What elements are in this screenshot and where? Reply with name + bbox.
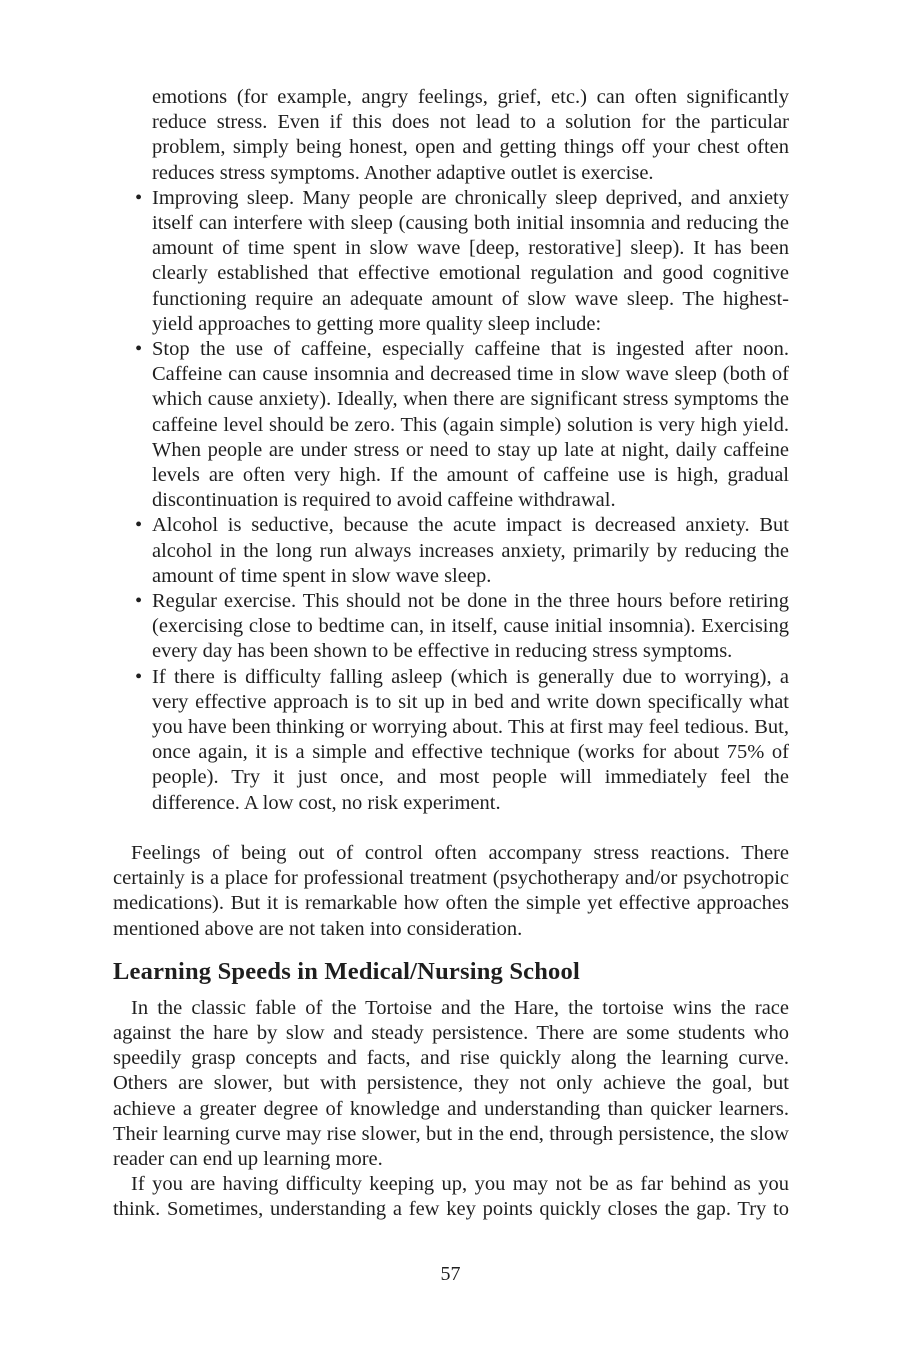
- bullet-item: [113, 665, 789, 816]
- bullet-icon: •: [135, 338, 143, 361]
- bullet-text: Improving sleep. Many people are chronically sleep deprived, and anxiety itself can interfere with sleep (causing both initial insomnia and reducing the amount of time spent in slow wave [deep, restorative] sleep). It has been clearly established that effective emotional regulation and good cognitive functioning require an adequate amount of slow wave sleep. The highest-yield approaches to getting more quality sleep include:: [152, 186, 789, 335]
- bullet-item: [113, 513, 789, 589]
- section-paragraph: If you are having difficulty keeping up, you may not be as far behind as you think. Sometimes, understanding a few key points quickly closes the gap. Try to: [113, 1173, 789, 1221]
- page-number: 57: [440, 1263, 461, 1285]
- bullet-item: [113, 589, 789, 665]
- section-paragraph: In the classic fable of the Tortoise and the Hare, the tortoise wins the race against the hare by slow and steady persistence. There are some students who speedily grasp concepts and facts, and rise quickly along the learning curve. Others are slower, but with persistence, they not only achieve the goal, but achieve a greater degree of knowledge and understanding than quicker learners. Their learning curve may rise slower, but in the end, through persistence, the slow reader can end up learning more.: [113, 996, 789, 1170]
- bullet-text: If there is difficulty falling asleep (which is generally due to worrying), a very effective approach is to sit up in bed and write down specifically what you have been thinking or worrying about. This at first may feel tedious. But, once again, it is a simple and effective technique (works for about 75% of people). Try it just once, and most people will immediately feel the difference. A low cost, no risk experiment.: [152, 665, 789, 814]
- bullet-text: Stop the use of caffeine, especially caffeine that is ingested after noon. Caffeine can cause insomnia and decreased time in slow wave sleep (both of which cause anxiety). Ideally, when there are significant stress symptoms the caffeine level should be zero. This (again simple) solution is very high yield. When people are under stress or need to stay up late at night, daily caffeine levels are often very high. If the amount of caffeine use is high, gradual discontinuation is required to avoid caffeine withdrawal.: [152, 338, 789, 512]
- section-heading: Learning Speeds in Medical/Nursing School: [113, 957, 580, 985]
- closing-paragraph: Feelings of being out of control often accompany stress reactions. There certainly is a place for professional treatment (psychotherapy and/or psychotropic medications). But it is remarkable how often the simple yet effective approaches mentioned above are not taken into consideration.: [113, 841, 789, 940]
- bullet-list: [113, 186, 789, 816]
- bullet-icon: •: [135, 514, 143, 537]
- bullet-text: Regular exercise. This should not be done in the three hours before retiring (exercising close to bedtime can, in itself, cause initial insomnia). Exercising every day has been shown to be effective in reducing stress symptoms.: [152, 590, 789, 663]
- text-column: [113, 85, 789, 1223]
- bullet-text: Alcohol is seductive, because the acute impact is decreased anxiety. But alcohol in the long run always increases anxiety, primarily by reducing the amount of time spent in slow wave sleep.: [152, 514, 789, 587]
- bullet-icon: •: [135, 590, 143, 613]
- bullet-item: [113, 337, 789, 513]
- bullet-icon: •: [135, 665, 143, 688]
- bullet-item: [113, 186, 789, 337]
- bullet-icon: •: [135, 186, 143, 209]
- bullet-continuation-paragraph: emotions (for example, angry feelings, grief, etc.) can often significantly reduce stress. Even if this does not lead to a solution for the particular problem, simply being honest, open and getting things off your chest often reduces stress symptoms. Another adaptive outlet is exercise.: [152, 86, 789, 184]
